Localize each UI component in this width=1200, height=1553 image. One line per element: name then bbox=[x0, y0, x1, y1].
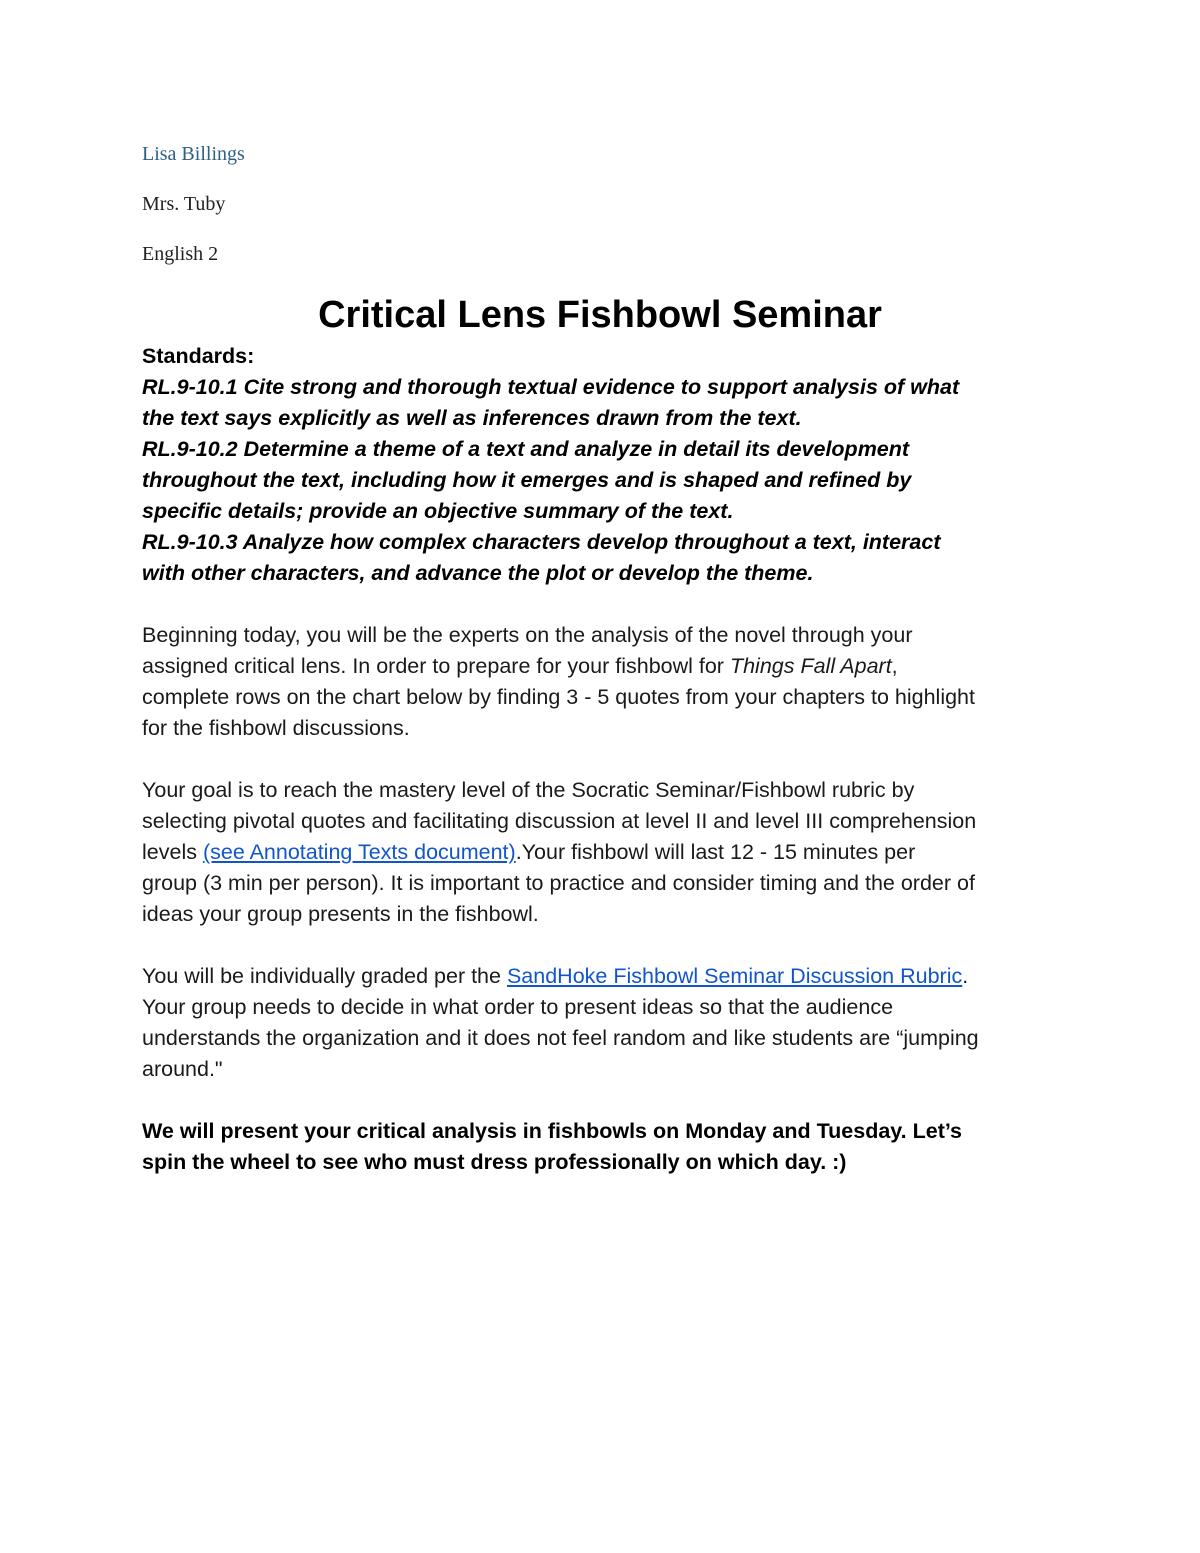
grading-paragraph bbox=[142, 961, 1072, 1085]
paragraph-line: We will present your critical analysis in fishbowls on Monday and Tuesday. Let’s bbox=[142, 1119, 962, 1143]
standard-line: RL.9-10.2 Determine a theme of a text and analyze in detail its development bbox=[142, 437, 910, 461]
paragraph-line: for the fishbowl discussions. bbox=[142, 716, 410, 740]
paragraph-line: group (3 min per person). It is important to practice and consider timing and the order of bbox=[142, 871, 975, 895]
standards-label: Standards: bbox=[142, 344, 255, 368]
paragraph-line: Beginning today, you will be the experts on the analysis of the novel through your bbox=[142, 623, 913, 647]
paragraph-line bbox=[142, 651, 1072, 682]
paragraph-line: Your group needs to decide in what order to present ideas so that the audience bbox=[142, 995, 894, 1019]
paragraph-line bbox=[142, 961, 1072, 992]
standard-item-rl-9-10-2 bbox=[142, 434, 1072, 527]
paragraph-line: ideas your group presents in the fishbowl. bbox=[142, 902, 539, 926]
student-name: Lisa Billings bbox=[142, 143, 245, 165]
paragraph-line: complete rows on the chart below by finding 3 - 5 quotes from your chapters to highlight bbox=[142, 685, 975, 709]
paragraph-line: Your goal is to reach the mastery level of the Socratic Seminar/Fishbowl rubric by bbox=[142, 778, 915, 802]
paragraph-text: , bbox=[891, 654, 898, 678]
course-name: English 2 bbox=[142, 243, 219, 265]
closing-paragraph bbox=[142, 1116, 1072, 1178]
document-header bbox=[142, 140, 245, 290]
paragraph-text: . bbox=[962, 964, 969, 988]
standard-line: with other characters, and advance the plot or develop the theme. bbox=[142, 561, 814, 585]
book-title: Things Fall Apart bbox=[729, 654, 892, 678]
paragraph-line: around." bbox=[142, 1057, 223, 1081]
teacher-name: Mrs. Tuby bbox=[142, 193, 226, 215]
paragraph-line: selecting pivotal quotes and facilitating discussion at level II and level III comprehension bbox=[142, 809, 977, 833]
goal-paragraph bbox=[142, 775, 1072, 930]
paragraph-text: .Your fishbowl will last 12 - 15 minutes per bbox=[515, 840, 916, 864]
paragraph-text: You will be individually graded per the bbox=[142, 964, 507, 988]
page-title: Critical Lens Fishbowl Seminar bbox=[318, 294, 882, 336]
standard-line: throughout the text, including how it emerges and is shaped and refined by bbox=[142, 468, 912, 492]
standard-item-rl-9-10-1 bbox=[142, 372, 1072, 434]
standard-item-rl-9-10-3 bbox=[142, 527, 1072, 589]
document-body bbox=[142, 341, 1072, 1178]
paragraph-text: levels bbox=[142, 840, 203, 864]
paragraph-line bbox=[142, 837, 1072, 868]
standard-line: the text says explicitly as well as inferences drawn from the text. bbox=[142, 406, 802, 430]
paragraph-text: assigned critical lens. In order to prepare for your fishbowl for bbox=[142, 654, 730, 678]
paragraph-line: understands the organization and it does not feel random and like students are “jumping bbox=[142, 1026, 979, 1050]
standard-line: specific details; provide an objective summary of the text. bbox=[142, 499, 734, 523]
rubric-link[interactable]: SandHoke Fishbowl Seminar Discussion Rubric bbox=[506, 964, 963, 988]
paragraph-line: spin the wheel to see who must dress professionally on which day. :) bbox=[142, 1150, 847, 1174]
standard-line: RL.9-10.3 Analyze how complex characters develop throughout a text, interact bbox=[142, 530, 941, 554]
annotating-texts-link[interactable]: (see Annotating Texts document) bbox=[202, 840, 516, 864]
standard-line: RL.9-10.1 Cite strong and thorough textual evidence to support analysis of what bbox=[142, 375, 960, 399]
intro-paragraph bbox=[142, 620, 1072, 744]
